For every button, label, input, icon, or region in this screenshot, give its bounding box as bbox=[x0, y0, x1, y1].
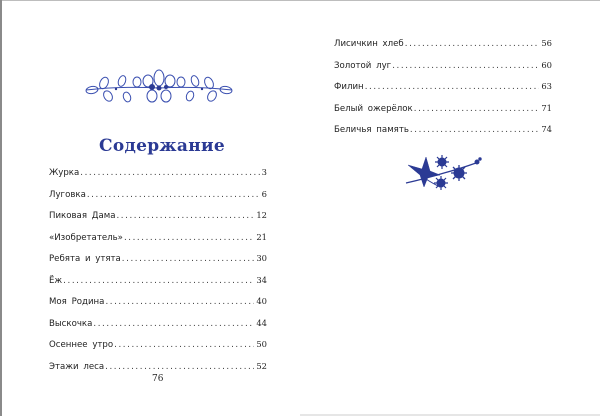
toc-entry-title: Выскочка bbox=[49, 318, 93, 329]
cornflower-sprig-ornament-icon bbox=[404, 153, 484, 193]
toc-entry[interactable] bbox=[49, 273, 267, 287]
toc-entry[interactable] bbox=[49, 337, 267, 351]
toc-entry-title: Моя Родина bbox=[49, 297, 105, 307]
toc-entry-title: Филин bbox=[334, 82, 364, 92]
dot-leader bbox=[105, 360, 254, 374]
toc-entry[interactable] bbox=[334, 58, 552, 72]
toc-entry[interactable] bbox=[334, 79, 552, 93]
toc-entry-title: Пиковая Дама bbox=[49, 211, 116, 221]
toc-entry-page: 6 bbox=[261, 188, 267, 199]
toc-entry[interactable] bbox=[49, 316, 267, 330]
toc-entry-title: Белый ожерёлок bbox=[334, 103, 413, 114]
toc-entry-page: 56 bbox=[541, 38, 552, 48]
dot-leader bbox=[87, 188, 260, 202]
floral-garland-ornament-icon bbox=[82, 68, 236, 106]
dot-leader bbox=[122, 252, 255, 266]
dot-leader bbox=[116, 209, 254, 223]
toc-entry-page: 52 bbox=[256, 360, 267, 371]
dot-leader bbox=[414, 102, 540, 116]
dot-leader bbox=[365, 80, 540, 94]
toc-entry-page: 50 bbox=[256, 339, 267, 349]
toc-entry-page: 12 bbox=[256, 210, 267, 220]
dot-leader bbox=[93, 317, 254, 331]
toc-entry[interactable] bbox=[49, 230, 267, 244]
toc-entry-page: 60 bbox=[541, 59, 552, 70]
toc-entry-title: Луговка bbox=[49, 189, 86, 200]
dot-leader bbox=[410, 123, 539, 137]
toc-entry-page: 63 bbox=[541, 81, 552, 91]
toc-entry[interactable] bbox=[334, 101, 552, 115]
toc-entry-title: «Изобретатель» bbox=[49, 232, 123, 243]
left-page bbox=[2, 0, 300, 416]
toc-entry[interactable] bbox=[334, 36, 552, 50]
toc-entry-page: 71 bbox=[541, 102, 552, 113]
toc-entry[interactable] bbox=[49, 294, 267, 308]
page-title: Содержание bbox=[99, 136, 225, 156]
toc-entry-title: Осеннее утро bbox=[49, 340, 114, 350]
toc-entry[interactable] bbox=[49, 359, 267, 373]
dot-leader bbox=[405, 37, 540, 51]
toc-entry[interactable] bbox=[49, 187, 267, 201]
toc-entry-page: 30 bbox=[256, 253, 267, 263]
dot-leader bbox=[105, 295, 254, 309]
toc-entry-title: Ребята и утята bbox=[49, 254, 121, 264]
toc-entry-title: Лисичкин хлеб bbox=[334, 39, 404, 49]
toc-entry-page: 21 bbox=[256, 231, 267, 242]
right-page bbox=[300, 0, 600, 416]
dot-leader bbox=[80, 166, 259, 180]
page-number: 76 bbox=[152, 374, 164, 384]
dot-leader bbox=[63, 274, 254, 288]
toc-entry[interactable] bbox=[49, 208, 267, 222]
toc-entry-page: 3 bbox=[261, 167, 267, 177]
dot-leader bbox=[392, 59, 539, 73]
toc-entry-title: Беличья память bbox=[334, 125, 409, 135]
dot-leader bbox=[114, 338, 254, 352]
toc-entry-page: 34 bbox=[256, 274, 267, 285]
toc-entry-title: Ёж bbox=[49, 275, 63, 286]
toc-entry[interactable] bbox=[49, 251, 267, 265]
toc-entry-page: 44 bbox=[256, 317, 267, 328]
toc-entry[interactable] bbox=[49, 165, 267, 179]
toc-entry-page: 74 bbox=[541, 124, 552, 134]
toc-entry-page: 40 bbox=[256, 296, 267, 306]
toc-entry-title: Золотой луг bbox=[334, 60, 392, 71]
toc-entry[interactable] bbox=[334, 122, 552, 136]
dot-leader bbox=[124, 231, 254, 245]
toc-entry-title: Журка bbox=[49, 168, 80, 178]
toc-entry-title: Этажи леса bbox=[49, 361, 105, 372]
